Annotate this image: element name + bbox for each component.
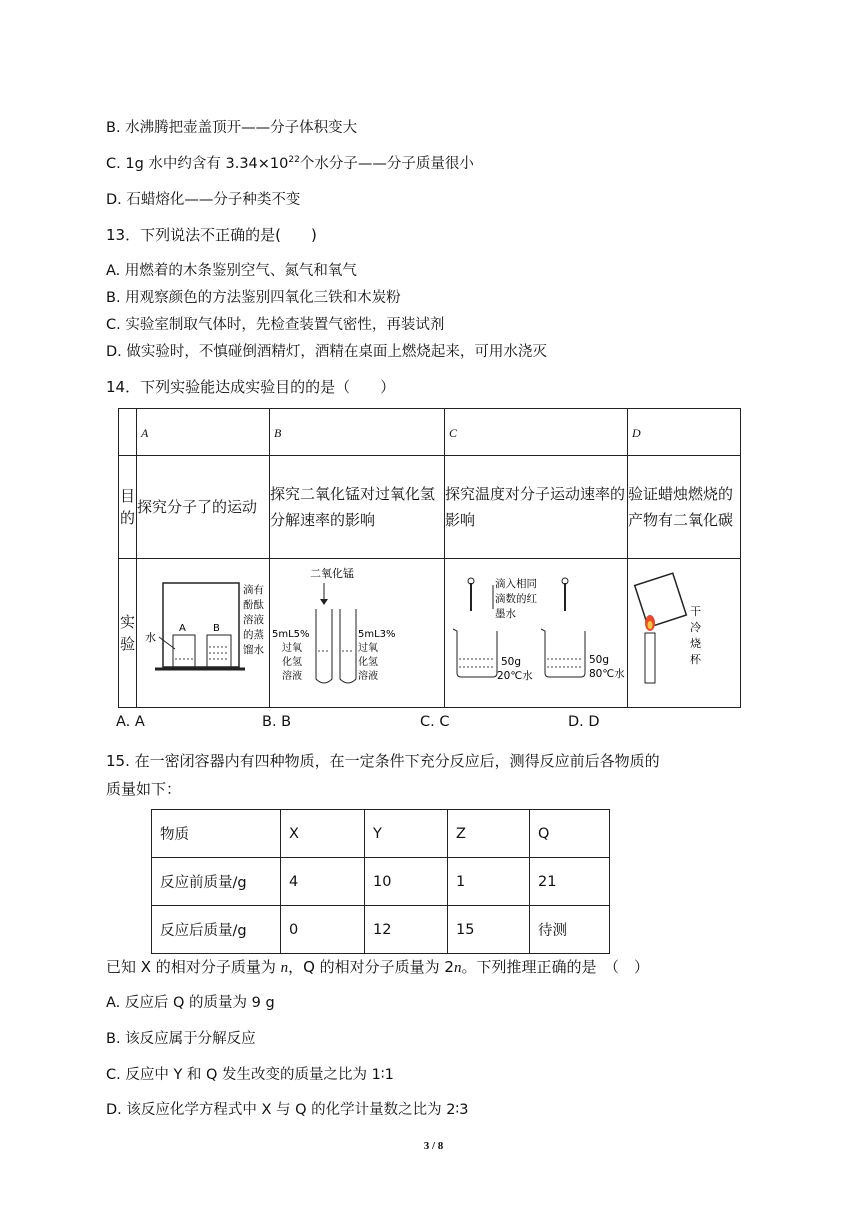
q15-cell: 0 bbox=[281, 906, 365, 954]
q12-option-c-text-end: 个水分子——分子质量很小 bbox=[299, 156, 474, 172]
q14-goal-c: 探究温度对分子运动速率的影响 bbox=[445, 456, 628, 559]
fig-a-water-label: 水 bbox=[145, 631, 156, 644]
q15-stem-line-1: 15. 在一密闭容器内有四种物质，在一定条件下充分反应后，测得反应前后各物质的 bbox=[106, 752, 660, 770]
q15-known-condition: 已知 X 的相对分子质量为 n，Q 的相对分子质量为 2n。下列推理正确的是 （ ） bbox=[106, 958, 649, 976]
fig-a-side-note-5: 馏水 bbox=[243, 644, 264, 656]
fig-a-side-note-2: 酚酞 bbox=[243, 599, 264, 611]
q14-answer-a: A. A bbox=[116, 714, 145, 730]
fig-b-right-note-4: 溶液 bbox=[358, 671, 378, 682]
q15-cell: 21 bbox=[530, 858, 610, 906]
fig-c-note-2: 滴数的红 bbox=[495, 593, 537, 605]
fig-c-note-1: 滴入相同 bbox=[495, 578, 537, 590]
q14-header-blank bbox=[119, 409, 137, 456]
fig-c-left-temp: 20℃水 bbox=[497, 670, 533, 682]
q15-cell: 12 bbox=[365, 906, 448, 954]
fig-d-note-3: 烧 bbox=[690, 637, 701, 650]
page-number: 3 / 8 bbox=[423, 1140, 444, 1152]
q14-goal-a: 探究分子了的运动 bbox=[137, 456, 270, 559]
fig-b-left-note-4: 溶液 bbox=[282, 671, 302, 682]
q13-option-a: A. 用燃着的木条鉴别空气、氮气和氧气 bbox=[106, 263, 357, 279]
q15-table-row bbox=[152, 906, 610, 954]
q12-option-d: D. 石蜡熔化——分子种类不变 bbox=[106, 192, 301, 208]
q15-option-a: A. 反应后 Q 的质量为 9 g bbox=[106, 995, 275, 1011]
q13-option-b: B. 用观察颜色的方法鉴别四氧化三铁和木炭粉 bbox=[106, 290, 401, 306]
q14-goal-d: 验证蜡烛燃烧的产物有二氧化碳 bbox=[628, 456, 741, 559]
fig-a-beaker-a-label: A bbox=[179, 623, 186, 634]
q15-cell: 1 bbox=[448, 858, 530, 906]
q15-cell: 物质 bbox=[152, 810, 281, 858]
fig-a-beaker-b-label: B bbox=[213, 623, 220, 634]
beakers-temperature-diagram bbox=[445, 559, 628, 703]
q15-cell: X bbox=[281, 810, 365, 858]
q15-cell: Q bbox=[530, 810, 610, 858]
fig-b-right-note-2: 过氧 bbox=[358, 643, 378, 654]
fig-c-note-3: 墨水 bbox=[495, 608, 516, 620]
q14-answer-c: C. C bbox=[420, 714, 450, 730]
fig-b-left-note-3: 化氢 bbox=[282, 657, 302, 668]
q14-answer-d: D. D bbox=[568, 714, 600, 730]
q13-stem: 13．下列说法不正确的是( ) bbox=[106, 226, 317, 244]
test-tubes-diagram bbox=[270, 559, 445, 703]
fig-a-side-note-4: 的蒸 bbox=[243, 629, 264, 641]
q14-row-exp-label: 实 验 bbox=[119, 559, 137, 708]
bell-jar-beakers-diagram bbox=[137, 559, 270, 703]
q15-table-row bbox=[152, 858, 610, 906]
fig-c-left-mass: 50g bbox=[501, 656, 522, 668]
fig-c-right-mass: 50g bbox=[589, 654, 610, 666]
q14-stem: 14．下列实验能达成实验目的的是（ ） bbox=[106, 378, 396, 396]
q14-fig-b-cell bbox=[270, 559, 445, 708]
q15-option-b: B. 该反应属于分解反应 bbox=[106, 1031, 256, 1047]
fig-c-right-temp: 80℃水 bbox=[589, 668, 625, 680]
fig-b-left-note-2: 过氧 bbox=[282, 643, 302, 654]
q14-fig-d-cell bbox=[628, 559, 741, 708]
q15-cell: 15 bbox=[448, 906, 530, 954]
q14-header-b: B bbox=[270, 409, 445, 456]
fig-b-right-note-3: 化氢 bbox=[358, 657, 378, 668]
fig-b-left-note-1: 5mL5% bbox=[272, 629, 310, 640]
fig-d-note-4: 杯 bbox=[690, 653, 701, 666]
q15-cell: Z bbox=[448, 810, 530, 858]
q15-option-d: D. 该反应化学方程式中 X 与 Q 的化学计量数之比为 2∶3 bbox=[106, 1102, 469, 1118]
q13-option-d: D. 做实验时，不慎碰倒酒精灯，酒精在桌面上燃烧起来，可用水浇灭 bbox=[106, 344, 547, 360]
q15-cell: 4 bbox=[281, 858, 365, 906]
q15-cell: 反应后质量/g bbox=[152, 906, 281, 954]
fig-d-note-2: 冷 bbox=[690, 621, 701, 634]
fig-a-side-note-1: 滴有 bbox=[243, 584, 264, 596]
q15-cell: Y bbox=[365, 810, 448, 858]
q14-row-goal-label: 目 的 bbox=[119, 456, 137, 559]
fig-b-catalyst-label: 二氧化锰 bbox=[310, 567, 354, 580]
q15-option-c: C. 反应中 Y 和 Q 发生改变的质量之比为 1∶1 bbox=[106, 1067, 394, 1083]
q15-table bbox=[151, 809, 610, 954]
candle-beaker-diagram bbox=[628, 559, 741, 703]
q12-option-b: B. 水沸腾把壶盖顶开——分子体积变大 bbox=[106, 120, 358, 136]
q14-answer-b: B. B bbox=[262, 714, 292, 730]
q14-header-d: D bbox=[628, 409, 741, 456]
q15-cell: 待测 bbox=[530, 906, 610, 954]
q15-cell: 反应前质量/g bbox=[152, 858, 281, 906]
q12-option-c-exponent: 22 bbox=[288, 155, 300, 166]
q15-cell: 10 bbox=[365, 858, 448, 906]
q15-stem-line-2: 质量如下： bbox=[106, 780, 182, 798]
q14-fig-a-cell bbox=[137, 559, 270, 708]
q15-table-row bbox=[152, 810, 610, 858]
fig-a-side-note-3: 溶液 bbox=[243, 614, 264, 626]
q12-option-c-text: C. 1g 水中约含有 3.34×10 bbox=[106, 156, 289, 172]
q13-option-c: C. 实验室制取气体时，先检查装置气密性，再装试剂 bbox=[106, 317, 445, 333]
q14-goal-b: 探究二氧化锰对过氧化氢分解速率的影响 bbox=[270, 456, 445, 559]
q14-table bbox=[118, 408, 741, 708]
q14-header-a: A bbox=[137, 409, 270, 456]
fig-b-right-note-1: 5mL3% bbox=[358, 629, 396, 640]
q14-header-c: C bbox=[445, 409, 628, 456]
q12-option-c bbox=[106, 152, 474, 173]
fig-d-note-1: 干 bbox=[690, 605, 701, 618]
q14-fig-c-cell bbox=[445, 559, 628, 708]
